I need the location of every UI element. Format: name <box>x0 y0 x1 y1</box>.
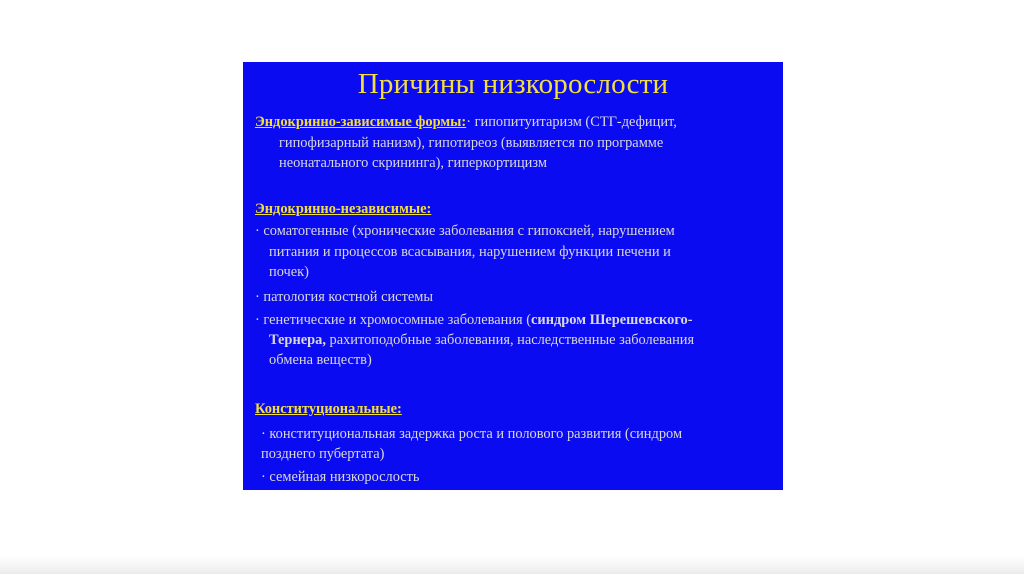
section-line: · гипопитуитаризм (СТГ-дефицит, <box>466 114 677 130</box>
list-item-line <box>255 310 693 330</box>
list-item-line: · патология костной системы <box>255 289 434 305</box>
list-item-text: рахитоподобные заболевания, наследственные заболевания <box>325 332 695 348</box>
section-heading-endocrine-independent: Эндокринно-независимые: <box>255 201 432 217</box>
list-item-line: · семейная низкорослость <box>261 469 420 485</box>
page-bottom-shadow <box>0 556 1024 574</box>
section-line: гипофизарный нанизм), гипотиреоз (выявляется по программе <box>279 135 664 151</box>
section-line: неонатального скрининга), гиперкортицизм <box>279 155 547 171</box>
list-item-line: позднего пубертата) <box>261 446 385 462</box>
list-item-line: почек) <box>269 264 309 280</box>
slide-title: Причины низкорослости <box>357 68 669 100</box>
list-item-text: · генетические и хромосомные заболевания ( <box>255 312 532 328</box>
list-item-bold-text: Тернера, <box>269 332 326 348</box>
section-heading-constitutional: Конституциональные: <box>255 401 402 417</box>
list-item-line: · конституциональная задержка роста и полового развития (синдром <box>261 426 683 442</box>
slide <box>243 62 783 490</box>
section-endocrine-dependent <box>255 112 677 132</box>
list-item-line <box>269 330 694 350</box>
list-item-bold-text: синдром Шерешевского- <box>531 312 693 328</box>
list-item-line: · соматогенные (хронические заболевания с гипоксией, нарушением <box>255 223 675 239</box>
list-item-line: питания и процессов всасывания, нарушением функции печени и <box>269 244 671 260</box>
section-heading-endocrine-dependent: Эндокринно-зависимые формы: <box>255 114 467 130</box>
list-item-line: обмена веществ) <box>269 352 372 368</box>
